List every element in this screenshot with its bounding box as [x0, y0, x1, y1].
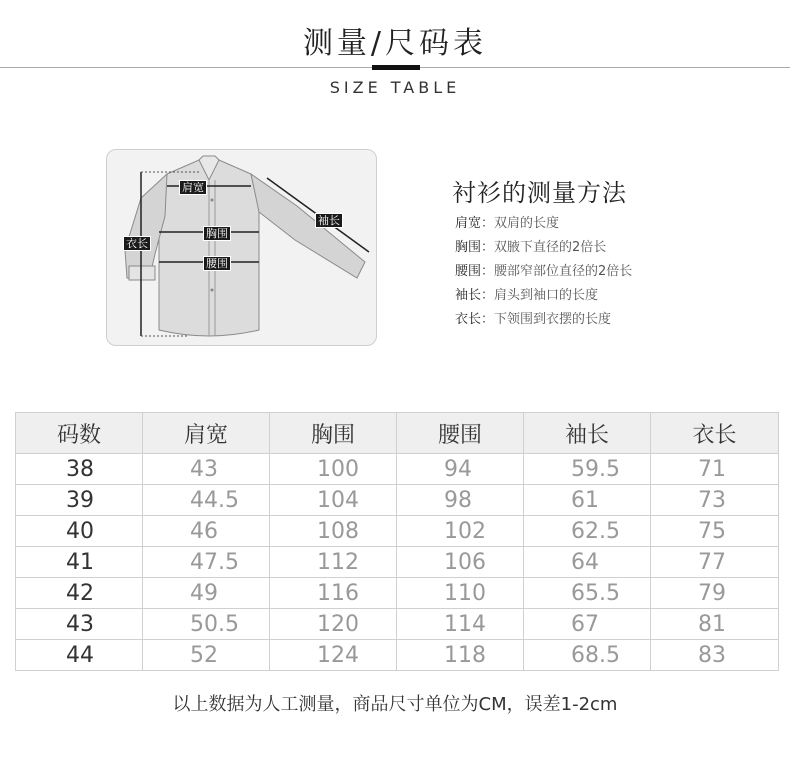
table-cell: 81 — [651, 609, 779, 640]
size-table-header-row — [16, 413, 779, 454]
shirt-measurement-diagram — [106, 149, 377, 346]
table-cell: 79 — [651, 578, 779, 609]
table-cell: 68.5 — [524, 640, 651, 671]
table-row — [16, 454, 779, 485]
table-cell: 106 — [397, 547, 524, 578]
method-title: 衬衫的测量方法 — [452, 179, 627, 207]
method-item-shoulder: 肩宽：双肩的长度 — [455, 216, 560, 231]
length-label: 衣长 — [123, 236, 151, 251]
column-header-shoulder: 肩宽 — [143, 413, 270, 454]
size-table — [15, 412, 779, 671]
table-cell: 44 — [16, 640, 143, 671]
column-header-waist: 腰围 — [397, 413, 524, 454]
waist-label: 腰围 — [203, 256, 231, 271]
table-cell: 38 — [16, 454, 143, 485]
table-cell: 50.5 — [143, 609, 270, 640]
table-row — [16, 609, 779, 640]
table-cell: 124 — [270, 640, 397, 671]
table-row — [16, 516, 779, 547]
table-cell: 112 — [270, 547, 397, 578]
page-title: 测量/尺码表 — [302, 26, 488, 61]
table-cell: 65.5 — [524, 578, 651, 609]
method-list — [455, 214, 632, 334]
table-cell: 108 — [270, 516, 397, 547]
column-header-sleeve: 袖长 — [524, 413, 651, 454]
table-cell: 77 — [651, 547, 779, 578]
table-cell: 83 — [651, 640, 779, 671]
table-cell: 62.5 — [524, 516, 651, 547]
shoulder-label: 肩宽 — [179, 180, 207, 195]
table-cell: 40 — [16, 516, 143, 547]
method-item-length: 衣长：下领围到衣摆的长度 — [455, 312, 612, 327]
column-header-length: 衣长 — [651, 413, 779, 454]
table-cell: 118 — [397, 640, 524, 671]
table-cell: 59.5 — [524, 454, 651, 485]
column-header-size: 码数 — [16, 413, 143, 454]
table-cell: 67 — [524, 609, 651, 640]
chest-label: 胸围 — [203, 226, 231, 241]
table-row — [16, 485, 779, 516]
table-cell: 64 — [524, 547, 651, 578]
table-cell: 98 — [397, 485, 524, 516]
table-cell: 46 — [143, 516, 270, 547]
table-row — [16, 578, 779, 609]
table-cell: 41 — [16, 547, 143, 578]
column-header-chest: 胸围 — [270, 413, 397, 454]
measurement-note: 以上数据为人工测量，商品尺寸单位为CM，误差1-2cm — [172, 694, 618, 715]
table-cell: 94 — [397, 454, 524, 485]
table-cell: 100 — [270, 454, 397, 485]
page-subtitle: SIZE TABLE — [329, 78, 461, 97]
method-item-waist: 腰围：腰部窄部位直径的2倍长 — [455, 264, 633, 279]
table-cell: 52 — [143, 640, 270, 671]
table-cell: 44.5 — [143, 485, 270, 516]
table-cell: 104 — [270, 485, 397, 516]
sleeve-label: 袖长 — [315, 213, 343, 228]
table-row — [16, 547, 779, 578]
table-cell: 75 — [651, 516, 779, 547]
table-cell: 116 — [270, 578, 397, 609]
table-cell: 39 — [16, 485, 143, 516]
table-cell: 73 — [651, 485, 779, 516]
table-cell: 49 — [143, 578, 270, 609]
table-cell: 110 — [397, 578, 524, 609]
table-cell: 102 — [397, 516, 524, 547]
table-cell: 114 — [397, 609, 524, 640]
table-cell: 47.5 — [143, 547, 270, 578]
table-cell: 71 — [651, 454, 779, 485]
method-item-chest: 胸围：双腋下直径的2倍长 — [455, 240, 607, 255]
title-divider-accent — [372, 65, 420, 70]
table-cell: 61 — [524, 485, 651, 516]
table-cell: 43 — [16, 609, 143, 640]
table-cell: 42 — [16, 578, 143, 609]
table-cell: 120 — [270, 609, 397, 640]
method-item-sleeve: 袖长：肩头到袖口的长度 — [455, 288, 599, 303]
table-row — [16, 640, 779, 671]
table-cell: 43 — [143, 454, 270, 485]
